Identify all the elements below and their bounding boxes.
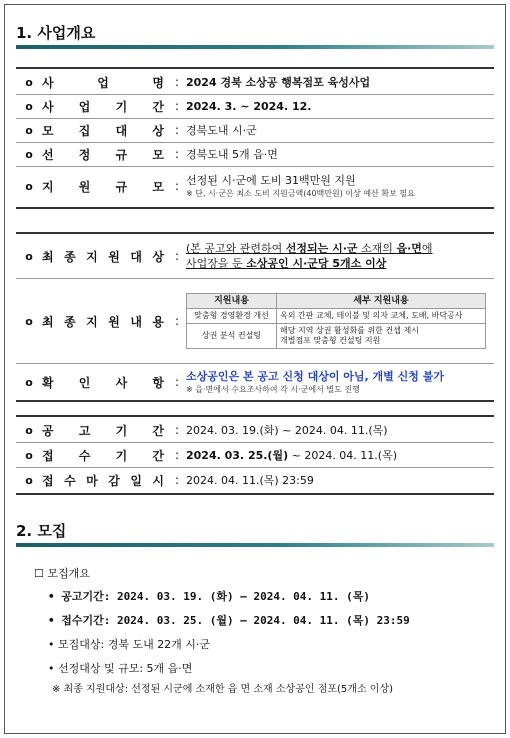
overview-value-text: 2024. 3. ~ 2024. 12.: [186, 99, 312, 113]
label-char: 기: [115, 423, 128, 438]
target-text: 사업장을 둔: [186, 257, 247, 270]
colon: :: [174, 423, 180, 437]
content-row: [16, 280, 494, 362]
label-char: 사: [42, 99, 54, 114]
target-label-text: [42, 248, 170, 265]
label-char: 모: [42, 123, 54, 138]
schedule-row: [16, 418, 494, 442]
inner-cell-text: 상권 분석 컨설팅: [201, 331, 262, 340]
label-char: 집: [78, 123, 91, 138]
label-char: 수: [78, 448, 91, 463]
label-char: 대: [115, 123, 128, 138]
inner-cell-text: 맞춤형 경영환경 개선: [194, 311, 269, 320]
overview-label-text: [42, 122, 170, 139]
overview-value-text: 경북도내 시·군: [186, 123, 257, 137]
colon: :: [174, 75, 180, 89]
inner-row: [187, 309, 486, 324]
inner-header-row: [187, 294, 486, 309]
overview-label: [16, 98, 170, 115]
label-char: 최: [42, 249, 54, 264]
label-char: 종: [64, 249, 76, 264]
label-char: 감: [108, 473, 120, 488]
section-bar-1: [16, 45, 494, 49]
bullet-icon: o: [25, 448, 33, 462]
table-border: [16, 207, 494, 209]
target-line-1: [186, 241, 494, 256]
overview-row: [16, 142, 494, 166]
confirm-warning: 소상공인은 본 공고 신청 대상이 아님, 개별 신청 불가: [186, 370, 444, 383]
overview-value-text: 2024 경북 소상공 행복점포 육성사업: [186, 75, 371, 89]
bullet-icon: o: [25, 249, 33, 263]
overview-value: [184, 173, 494, 199]
label-char: 상: [152, 123, 164, 138]
overview-label-text: [42, 146, 170, 163]
label-char: 수: [64, 473, 76, 488]
label-char: 내: [130, 314, 142, 329]
target-text: (본 공고와 관련하여: [186, 242, 286, 255]
recruit-item: • 공고기간: 2024. 03. 19. (화) – 2024. 04. 11. (목): [48, 590, 371, 603]
confirm-note: ※ 읍·면에서 수요조사하여 각 시·군에서 별도 진행: [186, 385, 360, 394]
label-char: 기: [115, 99, 128, 114]
schedule-label: [16, 447, 170, 464]
target-line-2: [186, 256, 494, 271]
target-text: 소상공인 시·군당 5개소 이상: [246, 257, 387, 270]
label-char: 사: [42, 75, 54, 90]
bullet-icon: o: [25, 147, 33, 161]
inner-header-cell: 지원내용: [187, 294, 277, 309]
overview-label: [16, 74, 170, 91]
label-char: 모: [152, 179, 164, 194]
schedule-row: [16, 468, 494, 492]
bullet-icon: o: [25, 314, 33, 328]
table-border: [16, 400, 494, 402]
inner-row: [187, 324, 486, 349]
recruit-note: ※ 최종 지원대상: 선정된 시군에 소재한 읍 면 소재 소상공인 점포(5개소 이상): [52, 684, 394, 695]
label-char: 확: [42, 375, 54, 390]
bullet-icon: o: [25, 473, 33, 487]
inner-header-cell: 세부 지원내용: [277, 294, 486, 309]
inner-cell-text: 옥외 간판 교체, 테이블 및 의자 교체, 도배, 바닥공사: [280, 311, 463, 320]
inner-cell: [277, 309, 486, 324]
recruit-item: • 접수기간: 2024. 03. 25. (월) – 2024. 04. 11. (목) 23:59: [48, 614, 410, 627]
colon: :: [174, 99, 180, 113]
colon: :: [174, 448, 180, 462]
schedule-row: [16, 443, 494, 467]
label-char: 원: [78, 179, 91, 194]
schedule-label-text: [42, 472, 170, 489]
overview-label: [16, 178, 170, 195]
overview-row: [16, 70, 494, 94]
schedule-value: 2024. 03. 19.(화) ~ 2024. 04. 11.(목): [186, 423, 388, 437]
inner-cell: [187, 324, 277, 349]
section-bar-2: [16, 543, 494, 547]
table-border: [16, 493, 494, 495]
label-char: 선: [42, 147, 54, 162]
overview-value: [184, 147, 494, 162]
colon: :: [174, 314, 180, 328]
overview-row: [16, 166, 494, 206]
overview-value: [184, 123, 494, 138]
bullet-icon: o: [25, 375, 33, 389]
label-char: 일: [130, 473, 142, 488]
inner-cell: [277, 324, 486, 349]
target-label: [16, 248, 170, 265]
row-divider: [16, 278, 494, 279]
label-char: 지: [86, 314, 98, 329]
colon: :: [174, 179, 180, 193]
overview-note: ※ 단, 시·군은 최소 도비 지원금액(40백만원) 이상 예산 확보 필요: [186, 189, 415, 198]
schedule-value-rest: ~ 2024. 04. 11.(목): [288, 448, 397, 462]
label-char: 업: [78, 99, 91, 114]
overview-label-text: [42, 74, 170, 91]
bullet-icon: o: [25, 423, 33, 437]
colon: :: [174, 473, 180, 487]
content-value: [184, 293, 494, 349]
overview-label-text: [42, 98, 170, 115]
label-char: 정: [78, 147, 91, 162]
row-divider: [16, 363, 494, 364]
schedule-value: [184, 448, 494, 463]
overview-value-text: 경북도내 5개 읍·면: [186, 147, 278, 161]
label-char: 항: [152, 375, 164, 390]
label-char: 접: [42, 473, 54, 488]
label-char: 최: [42, 314, 54, 329]
label-char: 업: [97, 75, 109, 90]
recruit-item: • 모집대상: 경북 도내 22개 시·군: [48, 638, 211, 651]
content-label-text: [42, 313, 170, 330]
confirm-label: [16, 374, 170, 391]
label-char: 시: [152, 473, 164, 488]
target-text: 읍·면: [396, 242, 422, 255]
content-inner-table: [186, 293, 486, 349]
section-title-2: 2. 모집: [16, 522, 67, 540]
bullet-icon: o: [25, 75, 33, 89]
label-char: 공: [42, 423, 54, 438]
inner-cell-text: 개별점포 맞춤형 컨설팅 지원: [280, 336, 381, 345]
label-char: 지: [86, 249, 98, 264]
bullet-icon: o: [25, 123, 33, 137]
confirm-value: [184, 369, 494, 395]
section-title-1: 1. 사업개요: [16, 24, 96, 42]
inner-cell: [187, 309, 277, 324]
recruit-item: • 선정대상 및 규모: 5개 읍·면: [48, 662, 193, 675]
schedule-value-bold: 2024. 03. 25.(월): [186, 448, 289, 462]
label-char: 사: [115, 375, 128, 390]
overview-value: [184, 75, 494, 90]
overview-label-text: [42, 178, 170, 195]
label-char: 간: [152, 99, 164, 114]
label-char: 종: [64, 314, 76, 329]
label-char: 원: [108, 249, 120, 264]
overview-row: [16, 94, 494, 118]
table-border: [16, 232, 494, 234]
target-text: 에: [421, 242, 433, 255]
label-char: 규: [115, 179, 128, 194]
confirm-row: [16, 365, 494, 399]
label-char: 용: [152, 314, 164, 329]
schedule-label: [16, 422, 170, 439]
label-char: 모: [152, 147, 164, 162]
label-char: 마: [86, 473, 98, 488]
overview-value: [184, 99, 494, 114]
target-text: 소재의: [357, 242, 397, 255]
label-char: 대: [130, 249, 142, 264]
target-text: 선정되는 시·군: [285, 242, 358, 255]
colon: :: [174, 375, 180, 389]
label-char: 원: [108, 314, 120, 329]
label-char: 규: [115, 147, 128, 162]
inner-cell-text: 해당 지역 상권 활성화를 위한 컨셉 제시: [280, 326, 419, 335]
label-char: 지: [42, 179, 54, 194]
schedule-value: 2024. 04. 11.(목) 23:59: [186, 473, 314, 487]
label-char: 기: [115, 448, 128, 463]
target-row: [16, 235, 494, 277]
overview-label: [16, 146, 170, 163]
label-char: 고: [78, 423, 91, 438]
bullet-icon: o: [25, 99, 33, 113]
schedule-label-text: [42, 422, 170, 439]
overview-row: [16, 118, 494, 142]
label-char: 상: [152, 249, 164, 264]
colon: :: [174, 123, 180, 137]
content-label: [16, 313, 170, 330]
colon: :: [174, 147, 180, 161]
bullet-icon: o: [25, 179, 33, 193]
label-char: 인: [78, 375, 91, 390]
confirm-label-text: [42, 374, 170, 391]
table-top-border: [16, 67, 494, 69]
colon: :: [174, 249, 180, 263]
schedule-label: [16, 472, 170, 489]
label-char: 간: [152, 423, 164, 438]
schedule-label-text: [42, 447, 170, 464]
label-char: 명: [152, 75, 164, 90]
recruit-box-title: ☐ 모집개요: [34, 567, 90, 580]
target-value: [184, 241, 494, 271]
overview-value-text: 선정된 시·군에 도비 31백만원 지원: [186, 174, 356, 187]
label-char: 접: [42, 448, 54, 463]
label-char: 간: [152, 448, 164, 463]
overview-label: [16, 122, 170, 139]
table-border: [16, 415, 494, 417]
